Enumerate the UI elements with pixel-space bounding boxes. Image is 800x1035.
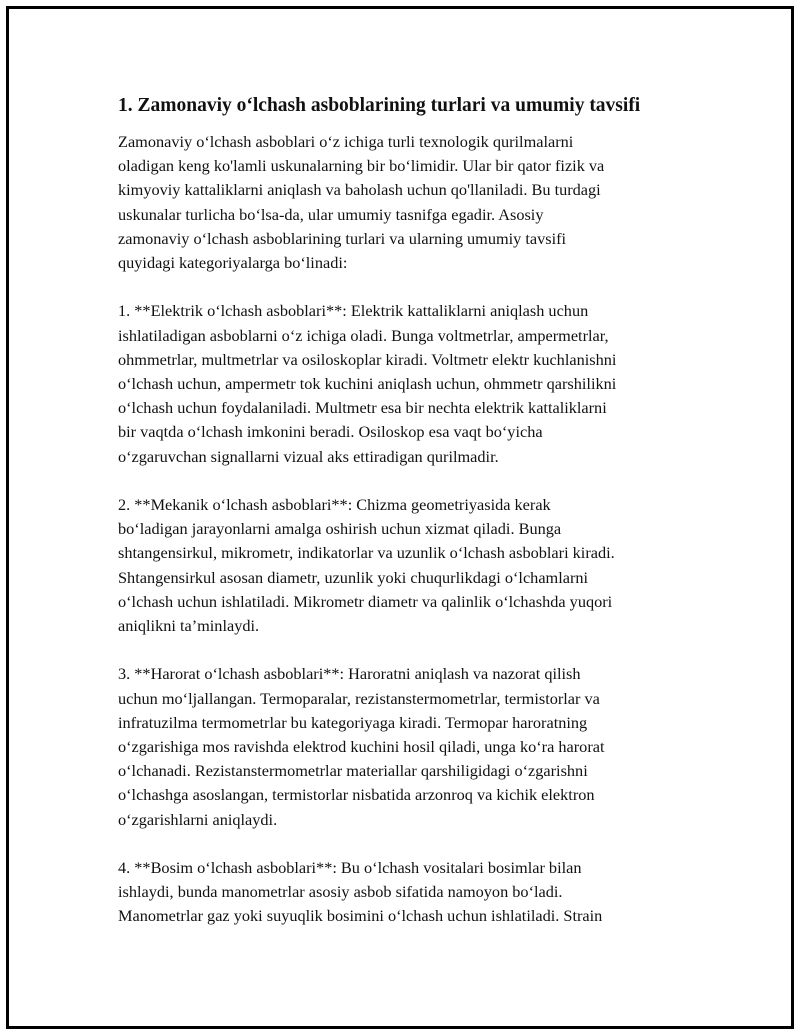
document-body [118, 92, 698, 953]
paragraph-temperature [118, 662, 698, 831]
text-line: kimyoviy kattaliklarni aniqlash va baholash uchun qo'llaniladi. Bu turdagi [118, 180, 601, 200]
text-line: Zamonaviy oʻlchash asboblari oʻz ichiga turli texnologik qurilmalarni [118, 132, 574, 151]
section-heading: 1. Zamonaviy oʻlchash asboblarining turlari va umumiy tavsifi [118, 95, 641, 116]
text-line: oʻlchash uchun ishlatiladi. Mikrometr diametr va qalinlik oʻlchashda yuqori [118, 591, 613, 611]
text-line: aniqlikni taʼminlaydi. [118, 616, 260, 636]
text-line: infratuzilma termometrlar bu kategoriyaga kiradi. Termopar haroratning [118, 712, 588, 732]
text-line: ishlaydi, bunda manometrlar asosiy asbob sifatida namoyon boʻladi. [118, 882, 563, 902]
text-line: oʻlchash uchun, ampermetr tok kuchini aniqlash uchun, ohmmetr qarshilikni [118, 374, 617, 394]
text-line: oʻzgaruvchan signallarni vizual aks ettiradigan qurilmadir. [118, 446, 499, 466]
paragraph-pressure [118, 856, 698, 929]
text-line: shtangensirkul, mikrometr, indikatorlar va uzunlik oʻlchash asboblari kiradi. [118, 543, 615, 563]
text-line: uskunalar turlicha boʻlsa-da, ular umumiy tasnifga egadir. Asosiy [118, 204, 544, 224]
text-line: bir vaqtda oʻlchash imkonini beradi. Osiloskop esa vaqt boʻyicha [118, 422, 543, 442]
paragraph-electrical [118, 299, 698, 468]
text-line: oʻlchash uchun foydalaniladi. Multmetr esa bir nechta elektrik kattaliklarni [118, 398, 607, 418]
text-line: boʻladigan jarayonlarni amalga oshirish uchun xizmat qiladi. Bunga [118, 519, 562, 539]
text-line: Manometrlar gaz yoki suyuqlik bosimini oʻlchash uchun ishlatiladi. Strain [118, 906, 603, 926]
text-line: 3. **Harorat oʻlchash asboblari**: Haroratni aniqlash va nazorat qilish [118, 664, 581, 684]
text-line: quyidagi kategoriyalarga boʻlinadi: [118, 253, 348, 273]
text-line: oʻzgarishiga mos ravishda elektrod kuchini hosil qiladi, unga koʻra harorat [118, 737, 605, 757]
text-line: 1. **Elektrik oʻlchash asboblari**: Elektrik kattaliklarni aniqlash uchun [118, 301, 589, 321]
text-line: ohmmetrlar, multmetrlar va osiloskoplar kiradi. Voltmetr elektr kuchlanishni [118, 349, 617, 369]
text-line: ishlatiladigan asboblarni oʻz ichiga oladi. Bunga voltmetrlar, ampermetrlar, [118, 325, 609, 345]
text-line: Shtangensirkul asosan diametr, uzunlik yoki chuqurlikdagi oʻlchamlarni [118, 567, 589, 587]
text-line: oʻlchanadi. Rezistanstermometrlar materiallar qarshiligidagi oʻzgarishni [118, 761, 588, 781]
text-line: oladigan keng ko'lamli uskunalarning bir boʻlimidir. Ular bir qator fizik va [118, 156, 605, 176]
text-line: zamonaviy oʻlchash asboblarining turlari va ularning umumiy tavsifi [118, 228, 567, 248]
text-line: uchun moʻljallangan. Termoparalar, rezistanstermometrlar, termistorlar va [118, 688, 600, 708]
text-line: oʻzgarishlarni aniqlaydi. [118, 809, 278, 829]
text-line: 2. **Mekanik oʻlchash asboblari**: Chizma geometriyasida kerak [118, 495, 551, 515]
text-line: 4. **Bosim oʻlchash asboblari**: Bu oʻlchash vositalari bosimlar bilan [118, 858, 582, 878]
text-line: oʻlchashga asoslangan, termistorlar nisbatida arzonroq va kichik elektron [118, 785, 595, 805]
paragraph-mechanical [118, 493, 698, 638]
paragraph-intro [118, 130, 698, 275]
